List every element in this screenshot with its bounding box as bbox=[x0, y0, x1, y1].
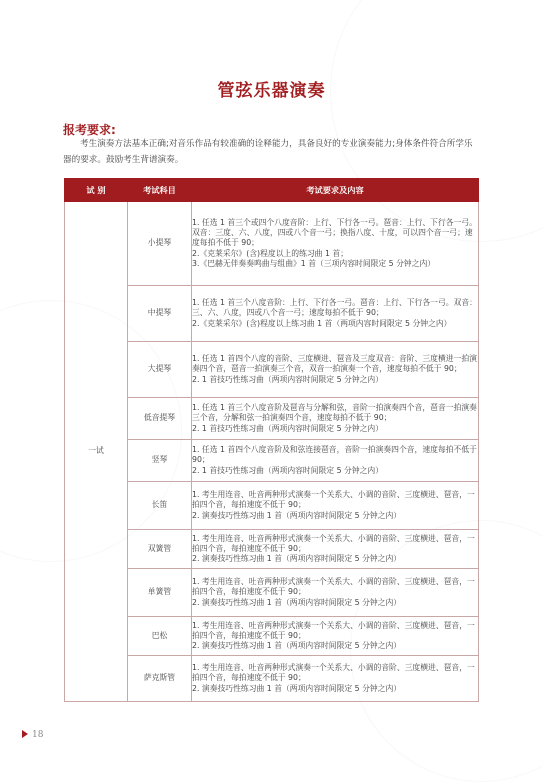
requirement-cell bbox=[192, 398, 479, 440]
subject-cell: 竖琴 bbox=[128, 440, 192, 482]
arrow-icon bbox=[22, 730, 28, 738]
requirement-line: 1. 考生用连音、吐音两种形式演奏一个关系大、小调的音阶、三度横进、琶音，一拍四个音，每拍速度不低于 90； bbox=[192, 663, 475, 683]
subject-cell: 中提琴 bbox=[128, 286, 192, 342]
requirement-cell bbox=[192, 482, 479, 530]
requirement-line: 1. 考生用连音、吐音两种形式演奏一个关系大、小调的音阶、三度横进、琶音，一拍四个音，每拍速度不低于 90； bbox=[192, 533, 475, 553]
requirement-line: 1. 任选 1 首三个或四个八度音阶：上行、下行各一弓。琶音：上行、下行各一弓。双音：三度、六、八度，四或八个音一弓；换指八度、十度，可以四个音一弓；速度每拍不低于 90； bbox=[192, 217, 477, 248]
requirement-cell bbox=[192, 342, 479, 398]
subject-cell: 小提琴 bbox=[128, 202, 192, 286]
subject-cell: 大提琴 bbox=[128, 342, 192, 398]
requirement-line: 1. 考生用连音、吐音两种形式演奏一个关系大、小调的音阶、三度横进、琶音，一拍四个音，每拍速度不低于 90； bbox=[192, 620, 475, 640]
table-header-row bbox=[65, 179, 479, 202]
requirements-text: 考生演奏方法基本正确;对音乐作品有较准确的诠释能力，具备良好的专业演奏能力;身体条件符合所学乐器的要求。鼓励考生背谱演奏。 bbox=[63, 139, 473, 165]
subject-cell: 双簧管 bbox=[128, 530, 192, 569]
requirement-line: 1. 考生用连音、吐音两种形式演奏一个关系大、小调的音阶、三度横进、琶音，一拍四个音，每拍速度不低于 90； bbox=[192, 577, 475, 597]
requirement-cell bbox=[192, 530, 479, 569]
subject-cell: 巴松 bbox=[128, 617, 192, 656]
subject-cell: 长笛 bbox=[128, 482, 192, 530]
table-row bbox=[65, 530, 479, 569]
requirement-line: 2.《克莱采尔》(含)程度以上的练习曲 1 首； bbox=[192, 248, 348, 258]
header-round: 试 别 bbox=[65, 179, 128, 202]
page-number bbox=[22, 730, 43, 740]
requirement-line: 2. 1 首技巧性练习曲（两项内容时间限定 5 分钟之内） bbox=[192, 423, 384, 433]
requirement-cell bbox=[192, 202, 479, 286]
requirement-line: 2. 演奏技巧性练习曲 1 首（两项内容时间限定 5 分钟之内） bbox=[192, 510, 402, 520]
requirement-cell bbox=[192, 656, 479, 702]
requirement-line: 1. 考生用连音、吐音两种形式演奏一个关系大、小调的音阶、三度横进、琶音，一拍四个音，每拍速度不低于 90； bbox=[192, 490, 475, 510]
requirement-line: 1. 任选 1 首四个八度音阶及和弦连接琶音，音阶一拍演奏四个音，速度每拍不低于 90； bbox=[192, 445, 477, 465]
page-title: 管弦乐器演奏 bbox=[217, 81, 326, 101]
requirement-line: 2. 演奏技巧性练习曲 1 首（两项内容时间限定 5 分钟之内） bbox=[192, 597, 402, 607]
table-row bbox=[65, 617, 479, 656]
subject-cell: 低音提琴 bbox=[128, 398, 192, 440]
requirement-cell bbox=[192, 286, 479, 342]
subject-cell: 单簧管 bbox=[128, 569, 192, 617]
requirement-line: 1. 任选 1 首三个八度音阶及琶音与分解和弦，音阶一拍演奏四个音，琶音一拍演奏三个音，分解和弦一拍演奏四个音，速度每拍不低于 90； bbox=[192, 403, 477, 423]
table-row bbox=[65, 440, 479, 482]
header-subject: 考试科目 bbox=[128, 179, 192, 202]
table-row bbox=[65, 398, 479, 440]
requirement-cell bbox=[192, 617, 479, 656]
table-row bbox=[65, 569, 479, 617]
table-row bbox=[65, 286, 479, 342]
requirement-line: 3.《巴赫无伴奏奏鸣曲与组曲》1 首（三项内容时间限定 5 分钟之内） bbox=[192, 258, 436, 268]
page-number-text: 18 bbox=[32, 730, 44, 740]
requirement-line: 1. 任选 1 首三个八度音阶：上行、下行各一弓。琶音：上行、下行各一弓。双音：三、六、八度，四或八个音一弓；速度每拍不低于 90； bbox=[192, 298, 477, 318]
table-row bbox=[65, 342, 479, 398]
requirement-cell bbox=[192, 569, 479, 617]
requirement-line: 2. 1 首技巧性练习曲（两项内容时间限定 5 分钟之内） bbox=[192, 374, 384, 384]
requirements-heading: 报考要求: bbox=[63, 123, 116, 137]
table-row bbox=[65, 482, 479, 530]
exam-table bbox=[64, 178, 479, 702]
requirement-line: 2. 1 首技巧性练习曲（两项内容时间限定 5 分钟之内） bbox=[192, 465, 384, 475]
requirement-line: 2. 演奏技巧性练习曲 1 首（两项内容时间限定 5 分钟之内） bbox=[192, 641, 402, 651]
table-row bbox=[65, 656, 479, 702]
requirement-line: 2. 演奏技巧性练习曲 1 首（两项内容时间限定 5 分钟之内） bbox=[192, 554, 402, 564]
requirement-line: 2. 演奏技巧性练习曲 1 首（两项内容时间限定 5 分钟之内） bbox=[192, 683, 402, 693]
requirement-line: 1. 任选 1 首四个八度的音阶、三度横进、琶音及三度双音：音阶、三度横进一拍演奏四个音，琶音一拍演奏三个音，双音一拍演奏一个音，速度每拍不低于 90； bbox=[192, 354, 477, 374]
table-row bbox=[65, 202, 479, 286]
round-cell: 一试 bbox=[65, 202, 128, 702]
requirement-line: 2.《克莱采尔》(含)程度以上练习曲 1 首（两项内容时间限定 5 分钟之内） bbox=[192, 318, 452, 328]
subject-cell: 萨克斯管 bbox=[128, 656, 192, 702]
header-content: 考试要求及内容 bbox=[192, 179, 479, 202]
requirement-cell bbox=[192, 440, 479, 482]
